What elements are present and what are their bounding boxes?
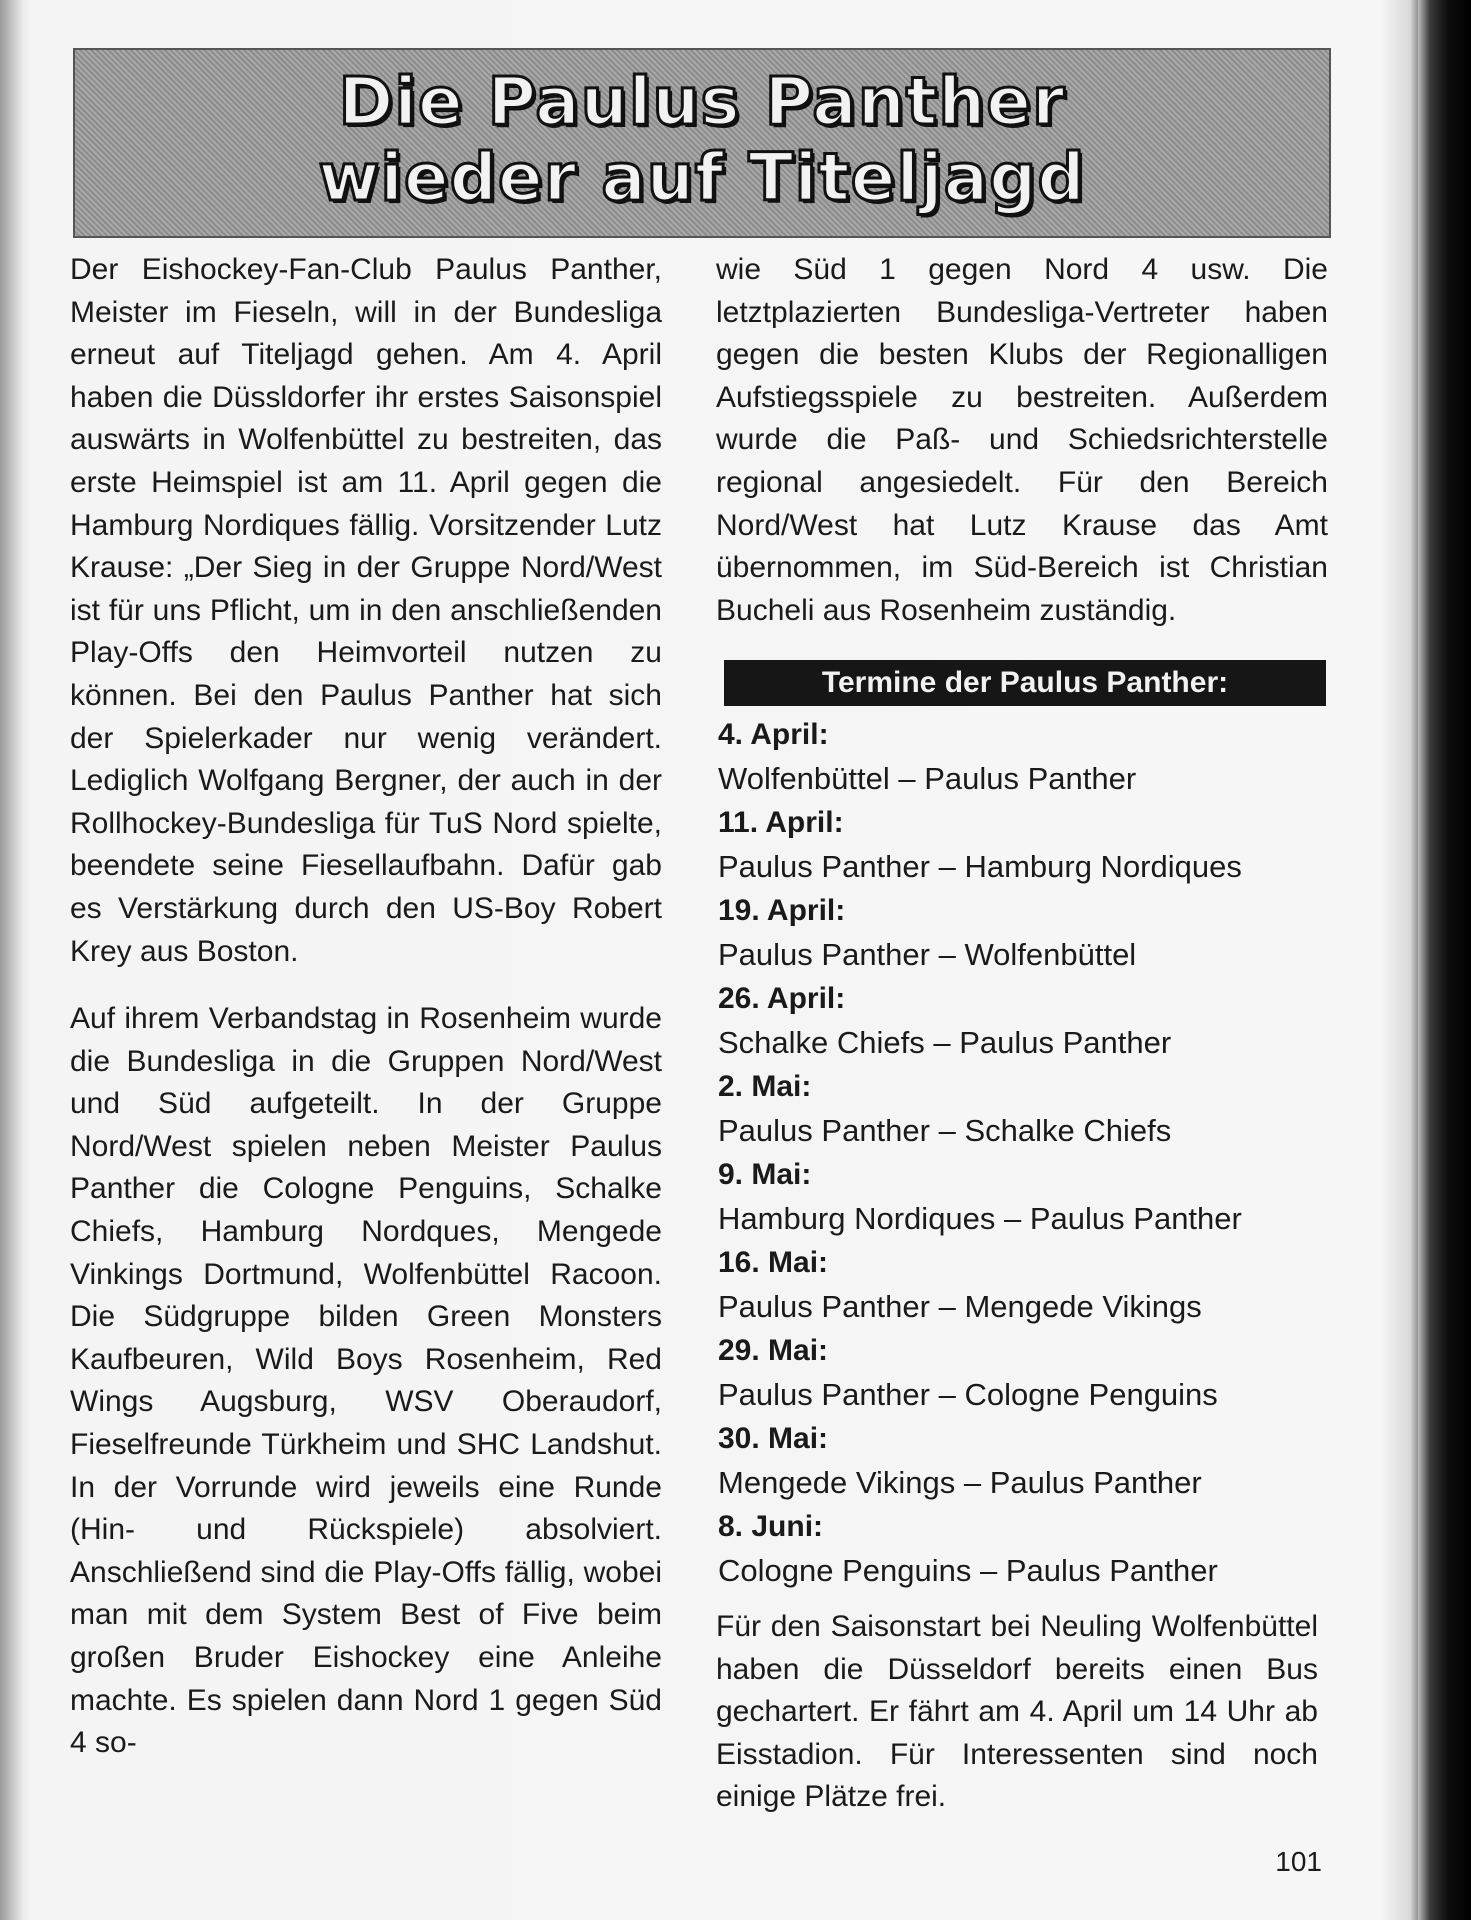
schedule-date: 4. April: [718,718,829,751]
closing-paragraph: Für den Saisonstart bei Neuling Wolfenbüttel haben die Düsseldorf bereits einen Bus gechartert. Er fährt am 4. April um 14 Uhr ab Eisstadion. Für Interessenten sind noch einige Plätze frei. [716,1610,1318,1814]
schedule-date: 8. Juni: [718,1510,824,1543]
schedule-date: 11. April: [718,806,844,839]
headline-banner [73,48,1331,238]
schedule-match: Mengede Vikings – Paulus Panther [718,1465,1202,1500]
schedule-item [718,713,1338,801]
article-paragraph-1: Der Eishockey-Fan-Club Paulus Panther, Meister im Fieseln, will in der Bundesliga erneut auf Titeljagd gehen. Am 4. April haben die Düssldorfer ihr erstes Saisonspiel auswärts in Wolfenbüttel zu bestreiten, das erste Heimspiel ist am 11. April gegen die Hamburg Nordiques fällig. Vorsitzender Lutz Krause: „Der Sieg in der Gruppe Nord/West ist für uns Pflicht, um in den anschließenden Play-Offs den Heimvorteil nutzen zu können. Bei den Paulus Panther hat sich der Spielerkader nur wenig verändert. Lediglich Wolfgang Bergner, der auch in der Rollhockey-Bundesliga für TuS Nord spielte, beendete seine Fiesellaufbahn. Dafür gab es Verstärkung durch den US-Boy Robert Krey aus Boston. [70,253,662,968]
schedule-item [718,977,1338,1065]
schedule-date: 19. April: [718,894,846,927]
schedule-match: Paulus Panther – Wolfenbüttel [718,937,1137,972]
page-binding-shadow [1418,0,1471,1920]
schedule-header: Termine der Paulus Panther: [724,660,1326,706]
schedule-match: Paulus Panther – Hamburg Nordiques [718,849,1242,884]
schedule-match: Cologne Penguins – Paulus Panther [718,1553,1218,1588]
schedule-item [718,1505,1338,1593]
headline [75,64,1329,216]
schedule-match: Paulus Panther – Mengede Vikings [718,1289,1202,1324]
schedule-date: 16. Mai: [718,1246,829,1279]
headline-line-1: Die Paulus Panther [338,63,1066,140]
schedule-match: Hamburg Nordiques – Paulus Panther [718,1201,1242,1236]
schedule-item [718,1241,1338,1329]
schedule-item [718,1329,1338,1417]
schedule-match: Paulus Panther – Cologne Penguins [718,1377,1218,1412]
schedule-date: 2. Mai: [718,1070,812,1103]
article-paragraph-3: wie Süd 1 gegen Nord 4 usw. Die letztplazierten Bundesliga-Vertreter haben gegen die besten Klubs der Regionalligen Aufstiegsspiele zu bestreiten. Außerdem wurde die Paß- und Schiedsrichterstelle regional angesiedelt. Für den Bereich Nord/West hat Lutz Krause das Amt übernommen, im Süd-Bereich ist Christian Bucheli aus Rosenheim zuständig. [716,253,1328,627]
schedule-item [718,1065,1338,1153]
article-paragraph-2: Auf ihrem Verbandstag in Rosenheim wurde die Bundesliga in die Gruppen Nord/West und Süd aufgeteilt. In der Gruppe Nord/West spielen neben Meister Paulus Panther die Cologne Penguins, Schalke Chiefs, Hamburg Nordques, Mengede Vinkings Dortmund, Wolfenbüttel Racoon. Die Südgruppe bilden Green Monsters Kaufbeuren, Wild Boys Rosenheim, Red Wings Augsburg, WSV Oberaudorf, Fieselfreunde Türkheim und SHC Landshut. In der Vorrunde wird jeweils eine Runde (Hin- und Rückspiele) absolviert. Anschließend sind die Play-Offs fällig, wobei man mit dem System Best of Five beim großen Bruder Eishockey eine Anleihe machte. Es spielen dann Nord 1 gegen Süd 4 so- [70,1002,662,1760]
headline-line-2: wieder auf Titeljagd [318,139,1086,216]
schedule-match: Paulus Panther – Schalke Chiefs [718,1113,1172,1148]
schedule-match: Wolfenbüttel – Paulus Panther [718,761,1137,796]
schedule-item [718,1417,1338,1505]
schedule-date: 29. Mai: [718,1334,829,1367]
schedule-date: 30. Mai: [718,1422,829,1455]
schedule-list [718,713,1338,1593]
schedule-date: 26. April: [718,982,846,1015]
schedule-item [718,801,1338,889]
schedule-item [718,1153,1338,1241]
article-column-right [716,249,1328,632]
schedule-match: Schalke Chiefs – Paulus Panther [718,1025,1172,1060]
page-number: 101 [1275,1846,1322,1877]
schedule-item [718,889,1338,977]
schedule-date: 9. Mai: [718,1158,812,1191]
article-column-left [70,249,662,1765]
page-left-shadow [0,0,22,1920]
